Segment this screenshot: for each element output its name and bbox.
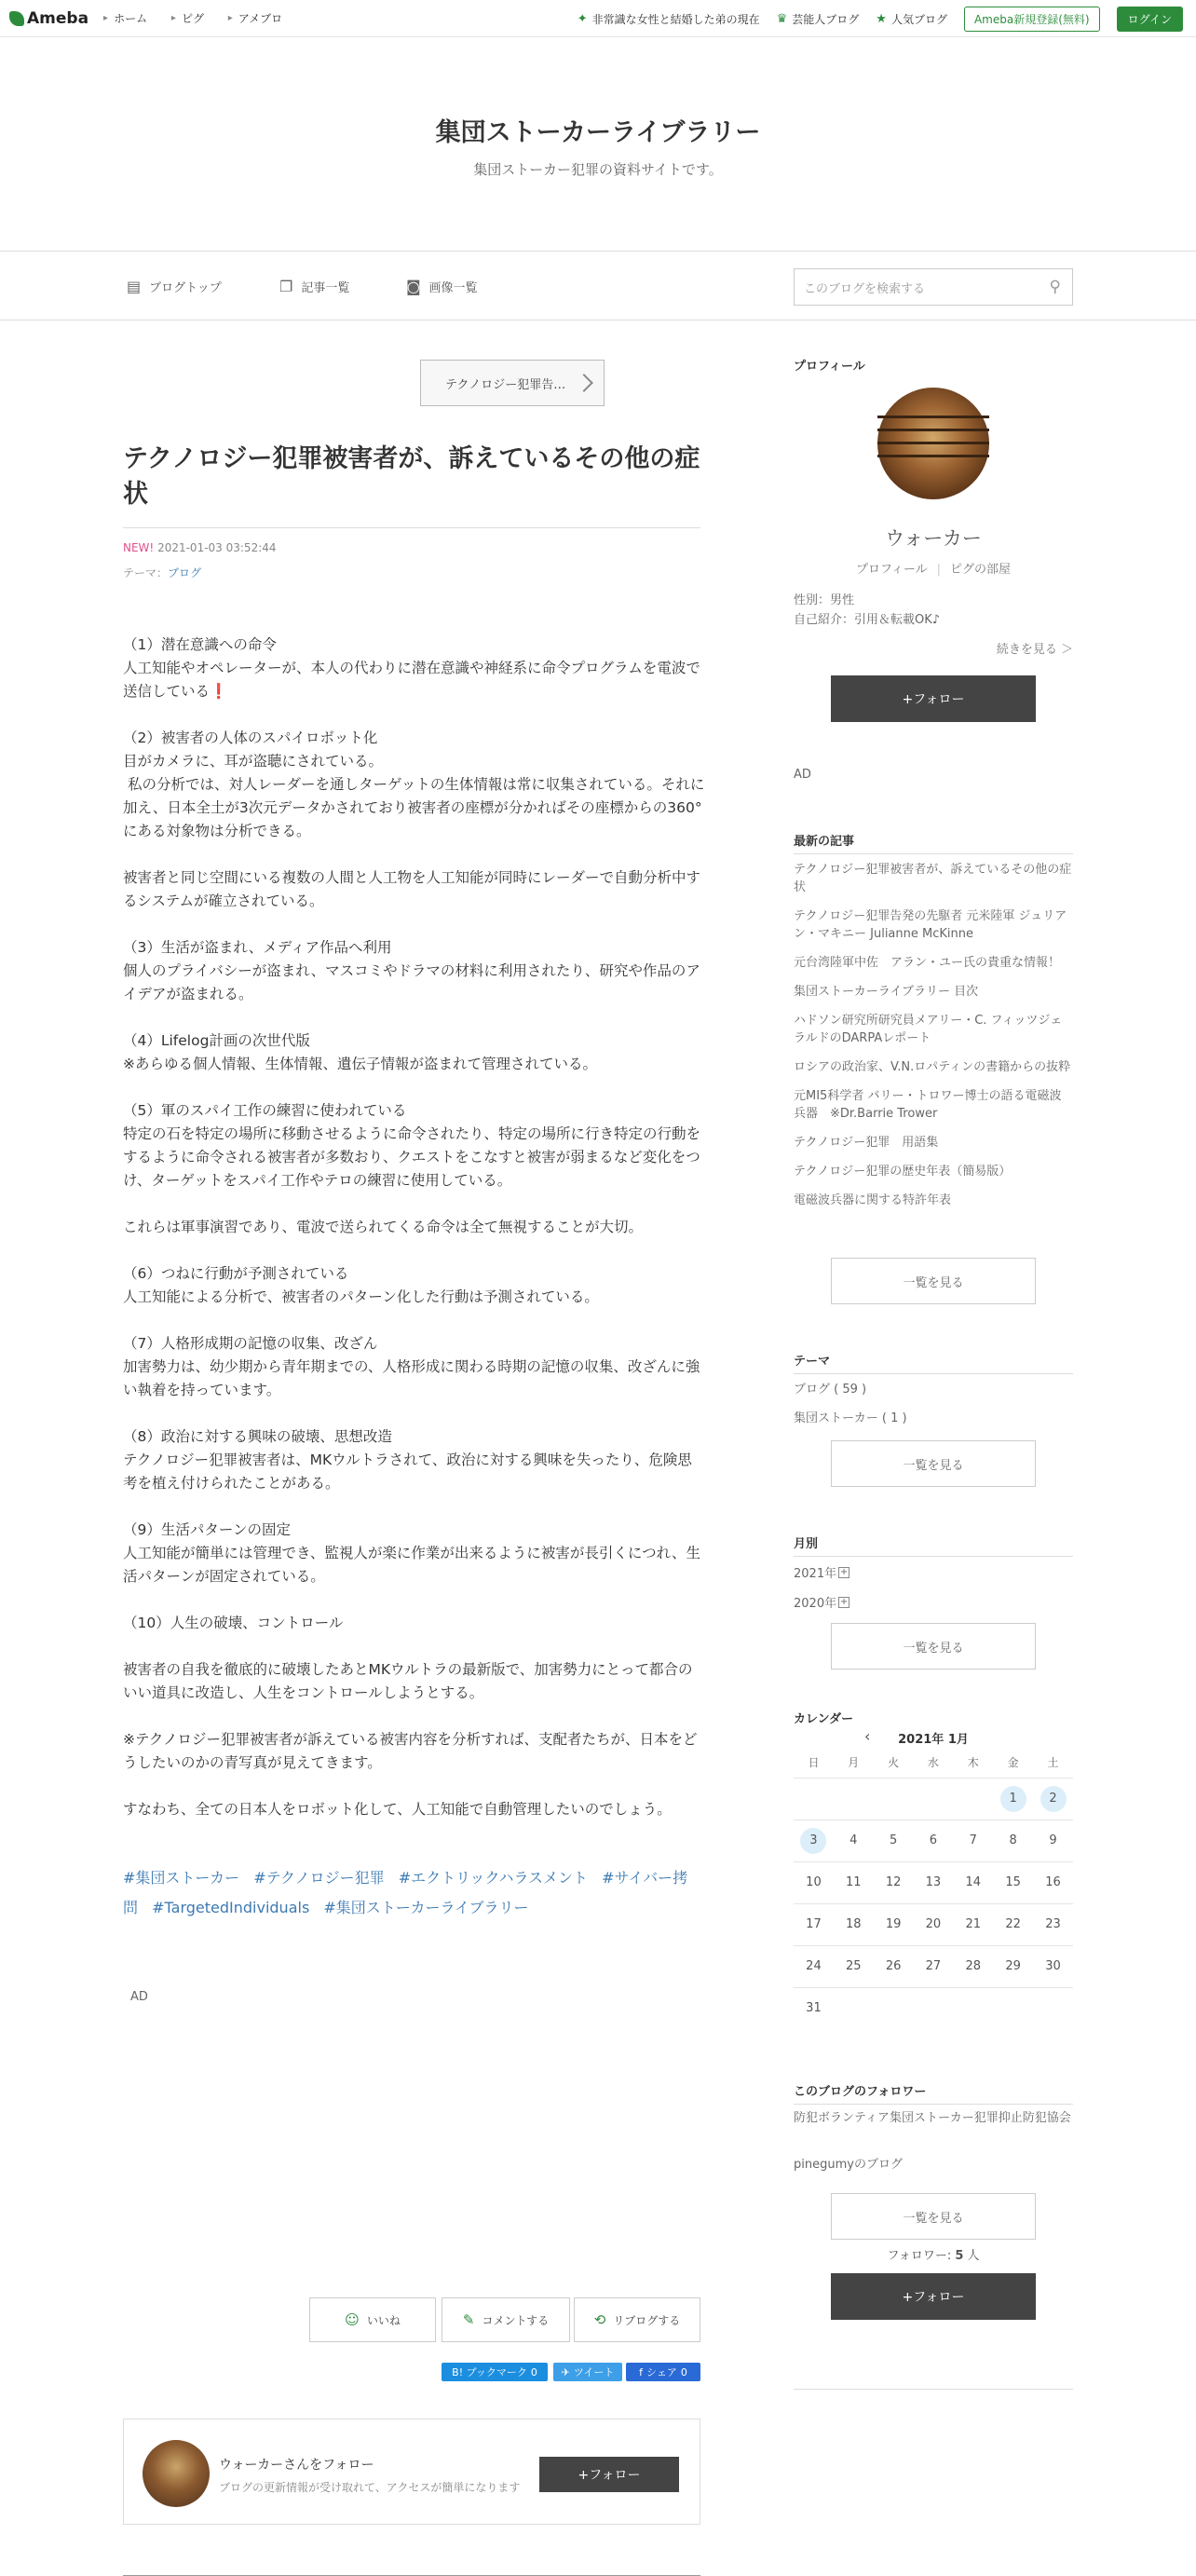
profile-avatar[interactable] bbox=[877, 388, 989, 499]
calendar-day bbox=[874, 1778, 914, 1820]
calendar-day: 25 bbox=[834, 1945, 874, 1987]
article-paragraph: （8）政治に対する興味の破壊、思想改造 テクノロジー犯罪被害者は、MKウルトラされて、政治に対する興味を失ったり、危険思考を植え付けられたことがある。 bbox=[123, 1428, 692, 1492]
calendar-day: 6 bbox=[914, 1820, 954, 1861]
pigg-room-link[interactable]: ピグの部屋 bbox=[950, 563, 1012, 577]
article-paragraph: （1）潜在意識への命令 人工知能やオペレーターが、本人の代わりに潜在意識や神経系に命令プログラムを電波で送信している❗ bbox=[123, 636, 700, 700]
follow-button[interactable]: +フォロー bbox=[539, 2457, 679, 2492]
followers-see-all-button[interactable]: 一覧を見る bbox=[831, 2193, 1036, 2240]
calendar-day bbox=[1033, 1987, 1073, 2029]
theme-heading: テーマ bbox=[794, 1355, 831, 1369]
profile-gender: 性別：男性 bbox=[794, 593, 855, 607]
calendar-day: 18 bbox=[834, 1903, 874, 1945]
tab-image-list[interactable]: ◙ 画像一覧 bbox=[406, 278, 478, 295]
weekday-label: 月 bbox=[834, 1748, 874, 1778]
copy-icon: ❐ bbox=[279, 278, 293, 295]
article-paragraph: （9）生活パターンの固定 人工知能が簡単には管理でき、監視人が楽に作業が出来るように被害が長引くにつれ、生活パターンが固定されている。 bbox=[123, 1521, 701, 1585]
calendar-day: 9 bbox=[1033, 1820, 1073, 1861]
follower-link[interactable]: pinegumyのブログ bbox=[794, 2158, 903, 2172]
article-body bbox=[123, 634, 705, 1845]
profile-link[interactable]: プロフィール bbox=[855, 563, 928, 577]
comment-button[interactable]: ✎ コメントする bbox=[442, 2297, 570, 2342]
calendar-day: 20 bbox=[914, 1903, 954, 1945]
header-links bbox=[578, 7, 1183, 32]
theme-see-all-button[interactable]: 一覧を見る bbox=[831, 1440, 1036, 1487]
sidebar-ad-label: AD bbox=[794, 768, 811, 782]
article-paragraph: （3）生活が盗まれ、メディア作品へ利用 個人のプライバシーが盗まれ、マスコミやドラマの材料に利用されたり、研究や作品のアイデアが盗まれる。 bbox=[123, 939, 700, 1002]
tweet-button[interactable]: ✈ ツイート bbox=[553, 2363, 622, 2381]
profile-heading: プロフィール bbox=[794, 360, 865, 374]
sparkle-icon: ✦ bbox=[577, 12, 588, 26]
profile-name[interactable]: ウォーカー bbox=[885, 527, 982, 550]
hashtag-link[interactable]: #テクノロジー犯罪 bbox=[253, 1869, 385, 1887]
article-date: NEW! 2021-01-03 03:52:44 bbox=[123, 541, 277, 554]
monthly-heading: 月別 bbox=[794, 1537, 819, 1551]
popular-blog-link[interactable]: ★ 人気ブログ bbox=[876, 12, 947, 26]
celebrity-blog-link[interactable]: ♛ 芸能人ブログ bbox=[776, 12, 860, 26]
calendar-week bbox=[794, 1903, 1073, 1945]
previous-article-button[interactable]: テクノロジー犯罪告… bbox=[420, 360, 605, 406]
calendar-grid bbox=[794, 1748, 1073, 2029]
tab-article-list[interactable]: ❐ 記事一覧 bbox=[279, 278, 350, 295]
article-paragraph: すなわち、全ての日本人をロボット化して、人工知能で自動管理したいのでしょう。 bbox=[123, 1801, 672, 1818]
calendar-day: 22 bbox=[993, 1903, 1033, 1945]
bird-icon: ✈ bbox=[561, 2365, 570, 2378]
article-paragraph: これらは軍事演習であり、電波で送られてくる命令は全て無視することが大切。 bbox=[123, 1219, 644, 1235]
section-divider bbox=[794, 1373, 1073, 1374]
recent-article-link[interactable]: 電磁波兵器に関する特許年表 bbox=[794, 1193, 952, 1207]
blog-nav bbox=[0, 252, 1196, 320]
calendar-heading: カレンダー bbox=[794, 1712, 854, 1726]
read-more-link[interactable]: 続きを見る ＞ bbox=[996, 643, 1073, 657]
separator: | bbox=[936, 563, 942, 577]
reblog-icon: ⟲ bbox=[593, 2311, 606, 2328]
article-paragraph: （2）被害者の人体のスパイロボット化 目がカメラに、耳が盗聴にされている。 私の分析では、対人レーダーを通しターゲットの生体情報は常に収集されている。それに加え、日本全土が3次元データかされており被害者の座標が分かればその座標からの360°にある対象物は分析できる。 bbox=[123, 729, 705, 839]
comment-icon: ✎ bbox=[462, 2311, 475, 2328]
expand-icon[interactable]: + bbox=[839, 1596, 849, 1607]
theme-list bbox=[794, 1381, 1073, 1438]
recent-article-link[interactable]: ハドソン研究所研究員メアリー・C. フィッツジェラルドのDARPAレポート bbox=[794, 1014, 1063, 1045]
article-paragraph: （5）軍のスパイ工作の練習に使われている 特定の石を特定の場所に移動させるように命令されたり、特定の場所に行き特定の行動をするように命令される被害者が多数おり、クエストをこなすと被害が弱まるなど変化をつけ、ターゲットをスパイ工作やテロの練習に使用している。 bbox=[123, 1102, 701, 1189]
calendar-day: 11 bbox=[834, 1861, 874, 1903]
hashtag-list bbox=[123, 1863, 700, 1923]
smile-icon: ☺ bbox=[345, 2311, 360, 2328]
hashtag-link[interactable]: #TargetedIndividuals bbox=[152, 1899, 310, 1916]
calendar-day: 21 bbox=[953, 1903, 993, 1945]
author-avatar[interactable] bbox=[143, 2440, 210, 2507]
article-paragraph: （7）人格形成期の記憶の収集、改ざん 加害勢力は、幼少期から青年期までの、人格形成に関わる時期の記憶の収集、改ざんに強い執着を持っています。 bbox=[123, 1335, 700, 1398]
follower-link[interactable]: 防犯ボランティア集団ストーカー犯罪抑止防犯協会 bbox=[794, 2111, 1071, 2125]
like-button[interactable]: ☺ いいね bbox=[309, 2297, 436, 2342]
search-icon[interactable]: ⚲ bbox=[1049, 278, 1061, 296]
weekday-label: 火 bbox=[874, 1748, 914, 1778]
recent-see-all-button[interactable]: 一覧を見る bbox=[831, 1258, 1036, 1304]
hashtag-link[interactable]: #サイバー拷問 bbox=[123, 1869, 688, 1916]
document-icon: ▤ bbox=[127, 278, 142, 295]
followers-heading: このブログのフォロワー bbox=[794, 2085, 927, 2099]
monthly-see-all-button[interactable]: 一覧を見る bbox=[831, 1623, 1036, 1670]
calendar-day: 31 bbox=[806, 2001, 822, 2016]
follower-count: フォロワー: 5 人 bbox=[887, 2249, 980, 2263]
calendar-week bbox=[794, 1987, 1073, 2029]
section-divider bbox=[794, 2104, 1073, 2105]
weekday-label: 日 bbox=[794, 1748, 834, 1778]
crown-icon: ♛ bbox=[776, 12, 788, 26]
reblog-button[interactable]: ⟲ リブログする bbox=[574, 2297, 700, 2342]
global-nav bbox=[103, 10, 303, 26]
calendar-day-posted[interactable]: 3 bbox=[794, 1820, 834, 1861]
blog-title[interactable]: 集団ストーカーライブラリー bbox=[435, 118, 761, 147]
theme-link[interactable]: ブログ bbox=[168, 566, 202, 579]
login-button[interactable]: ログイン bbox=[1117, 7, 1183, 32]
calendar-day: 14 bbox=[953, 1861, 993, 1903]
sidebar-follow-button[interactable]: +フォロー bbox=[831, 675, 1036, 722]
recent-article-link[interactable]: テクノロジー犯罪告発の先駆者 元米陸軍 ジュリアン・マキニー Julianne McKinne bbox=[794, 909, 1067, 941]
article-paragraph: 被害者と同じ空間にいる複数の人間と人工物を人工知能が同時にレーダーで自動分析中するシステムが確立されている。 bbox=[123, 869, 701, 909]
section-divider bbox=[794, 2389, 1073, 2390]
register-button[interactable]: Ameba新規登録(無料) bbox=[964, 7, 1100, 32]
recent-article-link[interactable]: 集団ストーカーライブラリー 目次 bbox=[794, 985, 979, 999]
calendar-day: 19 bbox=[874, 1903, 914, 1945]
recent-article-link[interactable]: テクノロジー犯罪の歴史年表（簡易版） bbox=[794, 1165, 1012, 1179]
profile-links bbox=[794, 559, 1073, 577]
follow-title: ウォーカーさんをフォロー bbox=[219, 2458, 374, 2473]
trending-link[interactable]: ✦ 非常識な女性と結婚した弟の現在 bbox=[577, 12, 760, 26]
calendar-day bbox=[914, 1987, 954, 2029]
recent-articles-heading: 最新の記事 bbox=[794, 835, 855, 849]
follow-box bbox=[123, 2419, 700, 2525]
calendar-day: 4 bbox=[834, 1820, 874, 1861]
camera-icon: ◙ bbox=[406, 278, 421, 295]
section-divider bbox=[794, 853, 1073, 854]
calendar-day: 13 bbox=[914, 1861, 954, 1903]
tab-blog-top[interactable]: ▤ ブログトップ bbox=[127, 278, 222, 295]
follow-description: ブログの更新情報が受け取れて、アクセスが簡単になります bbox=[219, 2481, 521, 2494]
article-paragraph: （10）人生の破壊、コントロール bbox=[123, 1615, 344, 1631]
expand-icon[interactable]: + bbox=[839, 1566, 849, 1577]
calendar-day-posted[interactable]: 2 bbox=[1033, 1778, 1073, 1820]
calendar-day: 29 bbox=[993, 1945, 1033, 1987]
calendar-day: 26 bbox=[874, 1945, 914, 1987]
calendar-day: 27 bbox=[914, 1945, 954, 1987]
ad-label: AD bbox=[130, 1990, 148, 2004]
star-icon: ★ bbox=[876, 12, 887, 26]
calendar-day: 24 bbox=[794, 1945, 834, 1987]
recent-articles-list bbox=[794, 861, 1073, 1220]
nav-ameblo[interactable]: ▸ アメブロ bbox=[228, 10, 282, 26]
calendar-month: 2021年 1月 bbox=[898, 1733, 969, 1747]
calendar-day: 10 bbox=[794, 1861, 834, 1903]
recent-article-link[interactable]: 元台湾陸軍中佐 アラン・ユー氏の貴重な情報！ bbox=[794, 956, 1061, 970]
global-header bbox=[0, 0, 1196, 37]
calendar-day: 7 bbox=[953, 1820, 993, 1861]
calendar-day: 16 bbox=[1033, 1861, 1073, 1903]
new-badge: NEW! bbox=[123, 541, 155, 554]
calendar-day bbox=[953, 1778, 993, 1820]
theme-link[interactable]: 集団ストーカー ( 1 ) bbox=[794, 1411, 907, 1425]
ameba-leaf-icon bbox=[9, 11, 24, 26]
calendar-day bbox=[794, 1778, 834, 1820]
sidebar-follow-button-bottom[interactable]: +フォロー bbox=[831, 2273, 1036, 2320]
recent-article-link[interactable]: ロシアの政治家、V.N.ロパティンの書籍からの抜粋 bbox=[794, 1060, 1071, 1074]
calendar-day bbox=[834, 1987, 874, 2029]
calendar-day: 15 bbox=[993, 1861, 1033, 1903]
article-title[interactable]: テクノロジー犯罪被害者が、訴えているその他の症状 bbox=[123, 442, 700, 528]
facebook-share-button[interactable]: f シェア 0 bbox=[626, 2363, 700, 2381]
calendar-day bbox=[953, 1987, 993, 2029]
weekday-label: 水 bbox=[914, 1748, 954, 1778]
nav-pigg[interactable]: ▸ ピグ bbox=[171, 10, 204, 26]
calendar-day: 5 bbox=[874, 1820, 914, 1861]
profile-intro: 自己紹介：引用＆転載OK♪ bbox=[794, 613, 941, 627]
article-theme: テーマ：ブログ bbox=[123, 566, 202, 579]
calendar-day bbox=[993, 1987, 1033, 2029]
hashtag-link[interactable]: #集団ストーカーライブラリー bbox=[323, 1899, 529, 1916]
section-divider bbox=[794, 1556, 1073, 1557]
month-2020[interactable]: 2020年 + bbox=[794, 1596, 849, 1611]
calendar-day: 28 bbox=[953, 1945, 993, 1987]
calendar-week bbox=[794, 1820, 1073, 1861]
article-paragraph: ※テクノロジー犯罪被害者が訴えている被害内容を分析すれば、支配者たちが、日本をどうしたいのかの青写真が見えてきます。 bbox=[123, 1731, 698, 1771]
weekday-row bbox=[794, 1748, 1073, 1778]
calendar-day: 23 bbox=[1033, 1903, 1073, 1945]
calendar-day bbox=[834, 1778, 874, 1820]
calendar-day: 12 bbox=[874, 1861, 914, 1903]
theme-link[interactable]: ブログ ( 59 ) bbox=[794, 1383, 867, 1397]
calendar-day: 17 bbox=[794, 1903, 834, 1945]
weekday-label: 木 bbox=[953, 1748, 993, 1778]
recent-article-link[interactable]: 元MI5科学者 バリー・トロワー博士の語る電磁波兵器 ※Dr.Barrie Trower bbox=[794, 1089, 1062, 1121]
recent-article-link[interactable]: テクノロジー犯罪被害者が、訴えているその他の症状 bbox=[794, 863, 1072, 894]
article-paragraph: （4）Lifelog計画の次世代版 ※あらゆる個人情報、生体情報、遺伝子情報が盗まれて管理されている。 bbox=[123, 1032, 597, 1072]
nav-home[interactable]: ▸ ホーム bbox=[103, 10, 147, 26]
calendar-day bbox=[874, 1987, 914, 2029]
calendar-week bbox=[794, 1778, 1073, 1820]
profile-info bbox=[794, 591, 940, 630]
calendar-day: 30 bbox=[1033, 1945, 1073, 1987]
calendar-week bbox=[794, 1861, 1073, 1903]
weekday-label: 金 bbox=[993, 1748, 1033, 1778]
facebook-icon: f bbox=[639, 2365, 644, 2378]
hatena-bookmark-button[interactable]: B! ブックマーク 0 bbox=[442, 2363, 548, 2381]
article-paragraph: 被害者の自我を徹底的に破壊したあとMKウルトラの最新版で、加害勢力にとって都合のいい道具に改造し、人生をコントロールしようとする。 bbox=[123, 1661, 693, 1701]
ameba-logo[interactable]: Ameba bbox=[9, 9, 88, 28]
calendar-day bbox=[914, 1778, 954, 1820]
calendar-day-posted[interactable]: 1 bbox=[993, 1778, 1033, 1820]
month-2021[interactable]: 2021年 + bbox=[794, 1566, 849, 1581]
blog-search-input[interactable]: このブログを検索する ⚲ bbox=[794, 268, 1073, 306]
hashtag-link[interactable]: #集団ストーカー bbox=[123, 1869, 240, 1887]
hashtag-link[interactable]: #エクトリックハラスメント bbox=[398, 1869, 589, 1887]
calendar-day: 8 bbox=[993, 1820, 1033, 1861]
weekday-label: 土 bbox=[1033, 1748, 1073, 1778]
recent-article-link[interactable]: テクノロジー犯罪 用語集 bbox=[794, 1136, 939, 1150]
calendar-prev-icon[interactable]: ‹ bbox=[864, 1727, 871, 1745]
blog-header bbox=[0, 37, 1196, 252]
article-paragraph: （6）つねに行動が予測されている 人工知能による分析で、被害者のパターン化した行動は予測されている。 bbox=[123, 1265, 599, 1305]
blog-description: 集団ストーカー犯罪の資料サイトです。 bbox=[473, 161, 723, 178]
calendar-week bbox=[794, 1945, 1073, 1987]
